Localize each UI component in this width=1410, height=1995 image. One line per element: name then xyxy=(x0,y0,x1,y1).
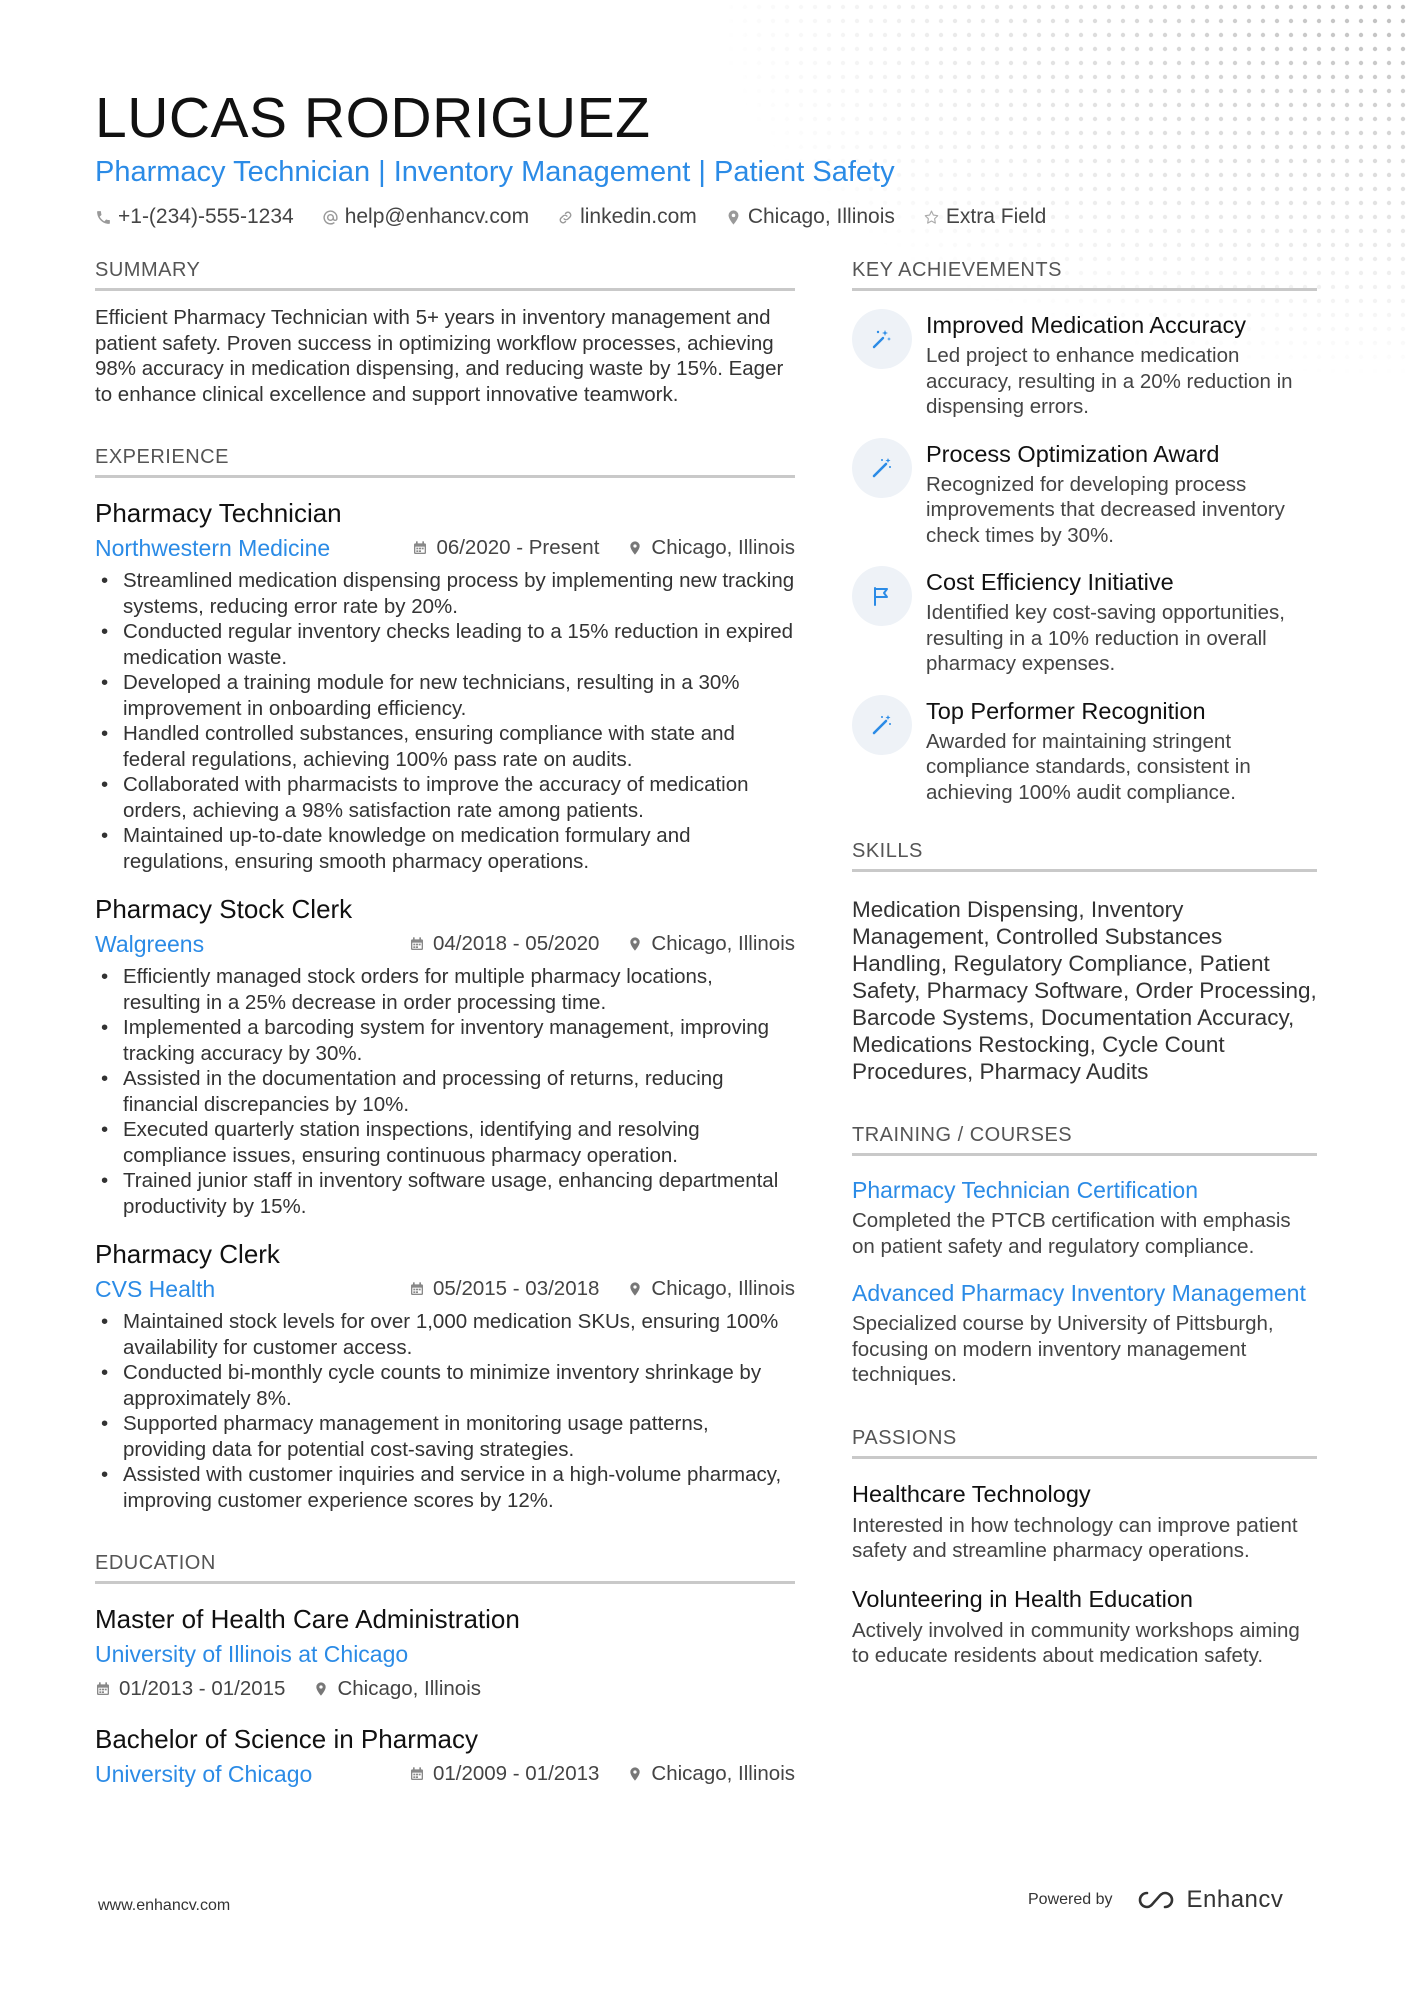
passions-section xyxy=(852,1426,1317,1669)
education-entry xyxy=(95,1602,795,1704)
location-icon xyxy=(627,936,643,952)
achievement-icon-badge xyxy=(852,566,912,626)
job-location xyxy=(627,532,795,564)
job-bullets xyxy=(95,964,795,1219)
magic-wand-icon xyxy=(870,456,894,480)
achievement-desc: Awarded for maintaining stringent compliance standards, consistent in achieving 100% audit compliance. xyxy=(926,729,1251,804)
achievement-title: Cost Efficiency Initiative xyxy=(926,569,1174,595)
job-bullet: • Executed quarterly station inspections, identifying and resolving compliance issues, ensuring continuous pharmacy operation. xyxy=(95,1117,795,1168)
education-heading: EDUCATION xyxy=(95,1551,795,1584)
star-icon xyxy=(923,209,940,226)
education-degree: Master of Health Care Administration xyxy=(95,1604,520,1634)
education-school: University of Chicago xyxy=(95,1761,313,1787)
job-meta xyxy=(95,532,795,564)
summary-text: Efficient Pharmacy Technician with 5+ years in inventory management and patient safety. Proven success in optimizing workflow processes, achieving 98% accuracy in medication dispensing, and reducing waste by 15%. Eager to enhance clinical excellence and support innovative teamwork. xyxy=(95,306,784,406)
course-desc: Specialized course by University of Pittsburgh, focusing on modern inventory management techniques. xyxy=(852,1312,1274,1386)
job-title: Pharmacy Clerk xyxy=(95,1239,280,1269)
education-meta xyxy=(95,1758,795,1790)
job-location xyxy=(627,1273,795,1305)
achievement-desc: Identified key cost-saving opportunities, resulting in a 10% reduction in overall pharmacy expenses. xyxy=(926,601,1285,675)
training-heading: TRAINING / COURSES xyxy=(852,1123,1317,1156)
job-bullets xyxy=(95,1309,795,1513)
job-bullet: • Supported pharmacy management in monitoring usage patterns, providing data for potential cost-saving strategies. xyxy=(95,1411,795,1462)
job-bullet: • Collaborated with pharmacists to improve the accuracy of medication orders, achieving a 98% satisfaction rate among patients. xyxy=(95,772,795,823)
achievements-section xyxy=(852,258,1317,805)
education-location xyxy=(313,1674,481,1704)
achievement-title: Top Performer Recognition xyxy=(926,697,1206,724)
achievement-icon-badge xyxy=(852,309,912,369)
education-dates xyxy=(409,1758,599,1790)
calendar-icon xyxy=(95,1681,111,1697)
course-item xyxy=(852,1279,1317,1388)
job-entry xyxy=(95,496,795,874)
location-icon xyxy=(627,1766,643,1782)
course-title: Advanced Pharmacy Inventory Management xyxy=(852,1280,1306,1306)
education-location xyxy=(627,1758,795,1790)
experience-section xyxy=(95,445,795,1513)
brand-name: Enhancv xyxy=(1186,1886,1284,1913)
achievement-desc: Recognized for developing process improvements that decreased inventory check times by 30%. xyxy=(926,472,1285,547)
passion-desc: Actively involved in community workshops aiming to educate residents about medication safety. xyxy=(852,1618,1300,1667)
job-dates-text: 04/2018 - 05/2020 xyxy=(432,932,600,955)
contact-linkedin-text: linkedin.com xyxy=(580,205,697,228)
job-dates-text: 05/2015 - 03/2018 xyxy=(432,1277,600,1300)
job-bullet: • Maintained stock levels for over 1,000 medication SKUs, ensuring 100% availability for customer access. xyxy=(95,1309,795,1360)
contact-linkedin[interactable] xyxy=(557,202,697,232)
experience-heading: EXPERIENCE xyxy=(95,445,795,478)
calendar-icon xyxy=(409,936,425,952)
job-title: Pharmacy Stock Clerk xyxy=(95,894,353,924)
at-icon xyxy=(322,209,339,226)
achievement-icon-badge xyxy=(852,438,912,498)
job-bullet: • Streamlined medication dispensing process by implementing new tracking systems, reducing error rate by 20%. xyxy=(95,568,795,619)
contact-email[interactable] xyxy=(322,202,529,232)
job-company: CVS Health xyxy=(95,1276,216,1302)
achievement-item xyxy=(852,309,1317,420)
education-section xyxy=(95,1551,795,1790)
powered-by-label: Powered by xyxy=(1028,1891,1113,1908)
contact-extra xyxy=(923,202,1046,232)
enhancv-logo-icon xyxy=(1133,1888,1179,1912)
job-bullet: • Handled controlled substances, ensuring compliance with state and federal regulations, achieving 100% pass rate on audits. xyxy=(95,721,795,772)
skills-section xyxy=(852,839,1317,1085)
achievement-icon-badge xyxy=(852,695,912,755)
phone-icon xyxy=(95,209,112,226)
job-dates-text: 06/2020 - Present xyxy=(436,536,600,559)
candidate-name: LUCAS RODRIGUEZ xyxy=(95,86,651,150)
job-meta xyxy=(95,928,795,960)
course-desc: Completed the PTCB certification with emphasis on patient safety and regulatory compliance. xyxy=(852,1209,1291,1258)
magic-wand-icon xyxy=(870,713,894,737)
passion-desc: Interested in how technology can improve patient safety and streamline pharmacy operations. xyxy=(852,1513,1298,1562)
job-entry xyxy=(95,1237,795,1513)
job-dates xyxy=(412,532,599,564)
achievement-item xyxy=(852,566,1317,677)
contact-extra-text: Extra Field xyxy=(945,205,1047,228)
education-location-text: Chicago, Illinois xyxy=(337,1677,482,1700)
achievements-heading: KEY ACHIEVEMENTS xyxy=(852,258,1317,291)
location-icon xyxy=(313,1681,329,1697)
education-dates-text: 01/2013 - 01/2015 xyxy=(119,1677,286,1700)
job-location-text: Chicago, Illinois xyxy=(651,932,795,955)
education-degree: Bachelor of Science in Pharmacy xyxy=(95,1724,478,1754)
education-entry xyxy=(95,1722,795,1790)
right-column xyxy=(852,258,1317,1707)
candidate-title: Pharmacy Technician | Inventory Management | Patient Safety xyxy=(95,156,895,188)
brand-logo[interactable] xyxy=(1133,1886,1284,1914)
calendar-icon xyxy=(412,540,428,556)
left-column xyxy=(95,258,795,1828)
job-bullet: • Conducted bi-monthly cycle counts to minimize inventory shrinkage by approximately 8%. xyxy=(95,1360,795,1411)
education-meta xyxy=(95,1674,795,1704)
job-dates xyxy=(409,1273,599,1305)
link-icon xyxy=(557,209,574,226)
passions-heading: PASSIONS xyxy=(852,1426,1317,1459)
footer-website[interactable]: www.enhancv.com xyxy=(98,1897,231,1914)
achievement-body xyxy=(926,566,1317,677)
location-icon xyxy=(627,540,643,556)
education-school: University of Illinois at Chicago xyxy=(95,1641,409,1667)
achievement-item xyxy=(852,438,1317,549)
flag-icon xyxy=(870,584,894,608)
passion-item xyxy=(852,1584,1317,1669)
training-section xyxy=(852,1123,1317,1388)
job-location xyxy=(627,928,795,960)
passion-title: Volunteering in Health Education xyxy=(852,1585,1193,1612)
job-location-text: Chicago, Illinois xyxy=(651,1277,795,1300)
course-item xyxy=(852,1176,1317,1259)
education-dates-text: 01/2009 - 01/2013 xyxy=(432,1762,600,1785)
achievement-title: Process Optimization Award xyxy=(926,440,1220,467)
job-bullet: • Assisted with customer inquiries and service in a high-volume pharmacy, improving customer experience scores by 12%. xyxy=(95,1462,795,1513)
contact-list xyxy=(95,202,1315,232)
contact-email-text: help@enhancv.com xyxy=(344,205,530,228)
skills-text: Medication Dispensing, Inventory Management, Controlled Substances Handling, Regulatory Compliance, Patient Safety, Pharmacy Software, Order Processing, Barcode Systems, Documentation Accuracy, Medications Restocking, Cycle Count Procedures, Pharmacy Audits xyxy=(852,897,1317,1084)
job-bullets xyxy=(95,568,795,874)
job-bullet: • Implemented a barcoding system for inventory management, improving tracking accuracy by 30%. xyxy=(95,1015,795,1066)
summary-section xyxy=(95,258,795,407)
job-bullet: • Assisted in the documentation and processing of returns, reducing financial discrepancies by 10%. xyxy=(95,1066,795,1117)
wand-sparkle-icon xyxy=(870,327,894,351)
passion-item xyxy=(852,1479,1317,1564)
job-meta xyxy=(95,1273,795,1305)
job-bullet: • Maintained up-to-date knowledge on medication formulary and regulations, ensuring smooth pharmacy operations. xyxy=(95,823,795,874)
location-icon xyxy=(627,1281,643,1297)
job-title: Pharmacy Technician xyxy=(95,498,342,528)
achievement-title: Improved Medication Accuracy xyxy=(926,312,1247,338)
education-location-text: Chicago, Illinois xyxy=(651,1762,795,1785)
achievement-body xyxy=(926,309,1317,420)
skills-heading: SKILLS xyxy=(852,839,1317,872)
contact-location xyxy=(725,202,895,232)
contact-location-text: Chicago, Illinois xyxy=(747,205,895,228)
achievement-item xyxy=(852,695,1317,806)
job-entry xyxy=(95,892,795,1219)
job-location-text: Chicago, Illinois xyxy=(651,536,795,559)
course-title: Pharmacy Technician Certification xyxy=(852,1177,1199,1203)
education-dates xyxy=(95,1674,285,1704)
contact-phone[interactable] xyxy=(95,202,294,232)
location-icon xyxy=(725,209,742,226)
calendar-icon xyxy=(409,1766,425,1782)
summary-heading: SUMMARY xyxy=(95,258,795,291)
contact-phone-text: +1-(234)-555-1234 xyxy=(118,205,294,228)
job-bullet: • Conducted regular inventory checks leading to a 15% reduction in expired medication waste. xyxy=(95,619,795,670)
footer-branding xyxy=(1028,1886,1283,1914)
achievement-body xyxy=(926,438,1317,549)
calendar-icon xyxy=(409,1281,425,1297)
achievement-body xyxy=(926,695,1317,806)
job-dates xyxy=(409,928,599,960)
job-bullet: • Trained junior staff in inventory software usage, enhancing departmental productivity by 15%. xyxy=(95,1168,795,1219)
achievement-desc: Led project to enhance medication accuracy, resulting in a 20% reduction in dispensing errors. xyxy=(926,344,1293,418)
job-bullet: • Developed a training module for new technicians, resulting in a 30% improvement in onboarding efficiency. xyxy=(95,670,795,721)
job-bullet: • Efficiently managed stock orders for multiple pharmacy locations, resulting in a 25% decrease in order processing time. xyxy=(95,964,795,1015)
resume-header xyxy=(95,86,1315,232)
job-company: Walgreens xyxy=(95,931,205,957)
passion-title: Healthcare Technology xyxy=(852,1480,1091,1507)
job-company: Northwestern Medicine xyxy=(95,535,331,561)
